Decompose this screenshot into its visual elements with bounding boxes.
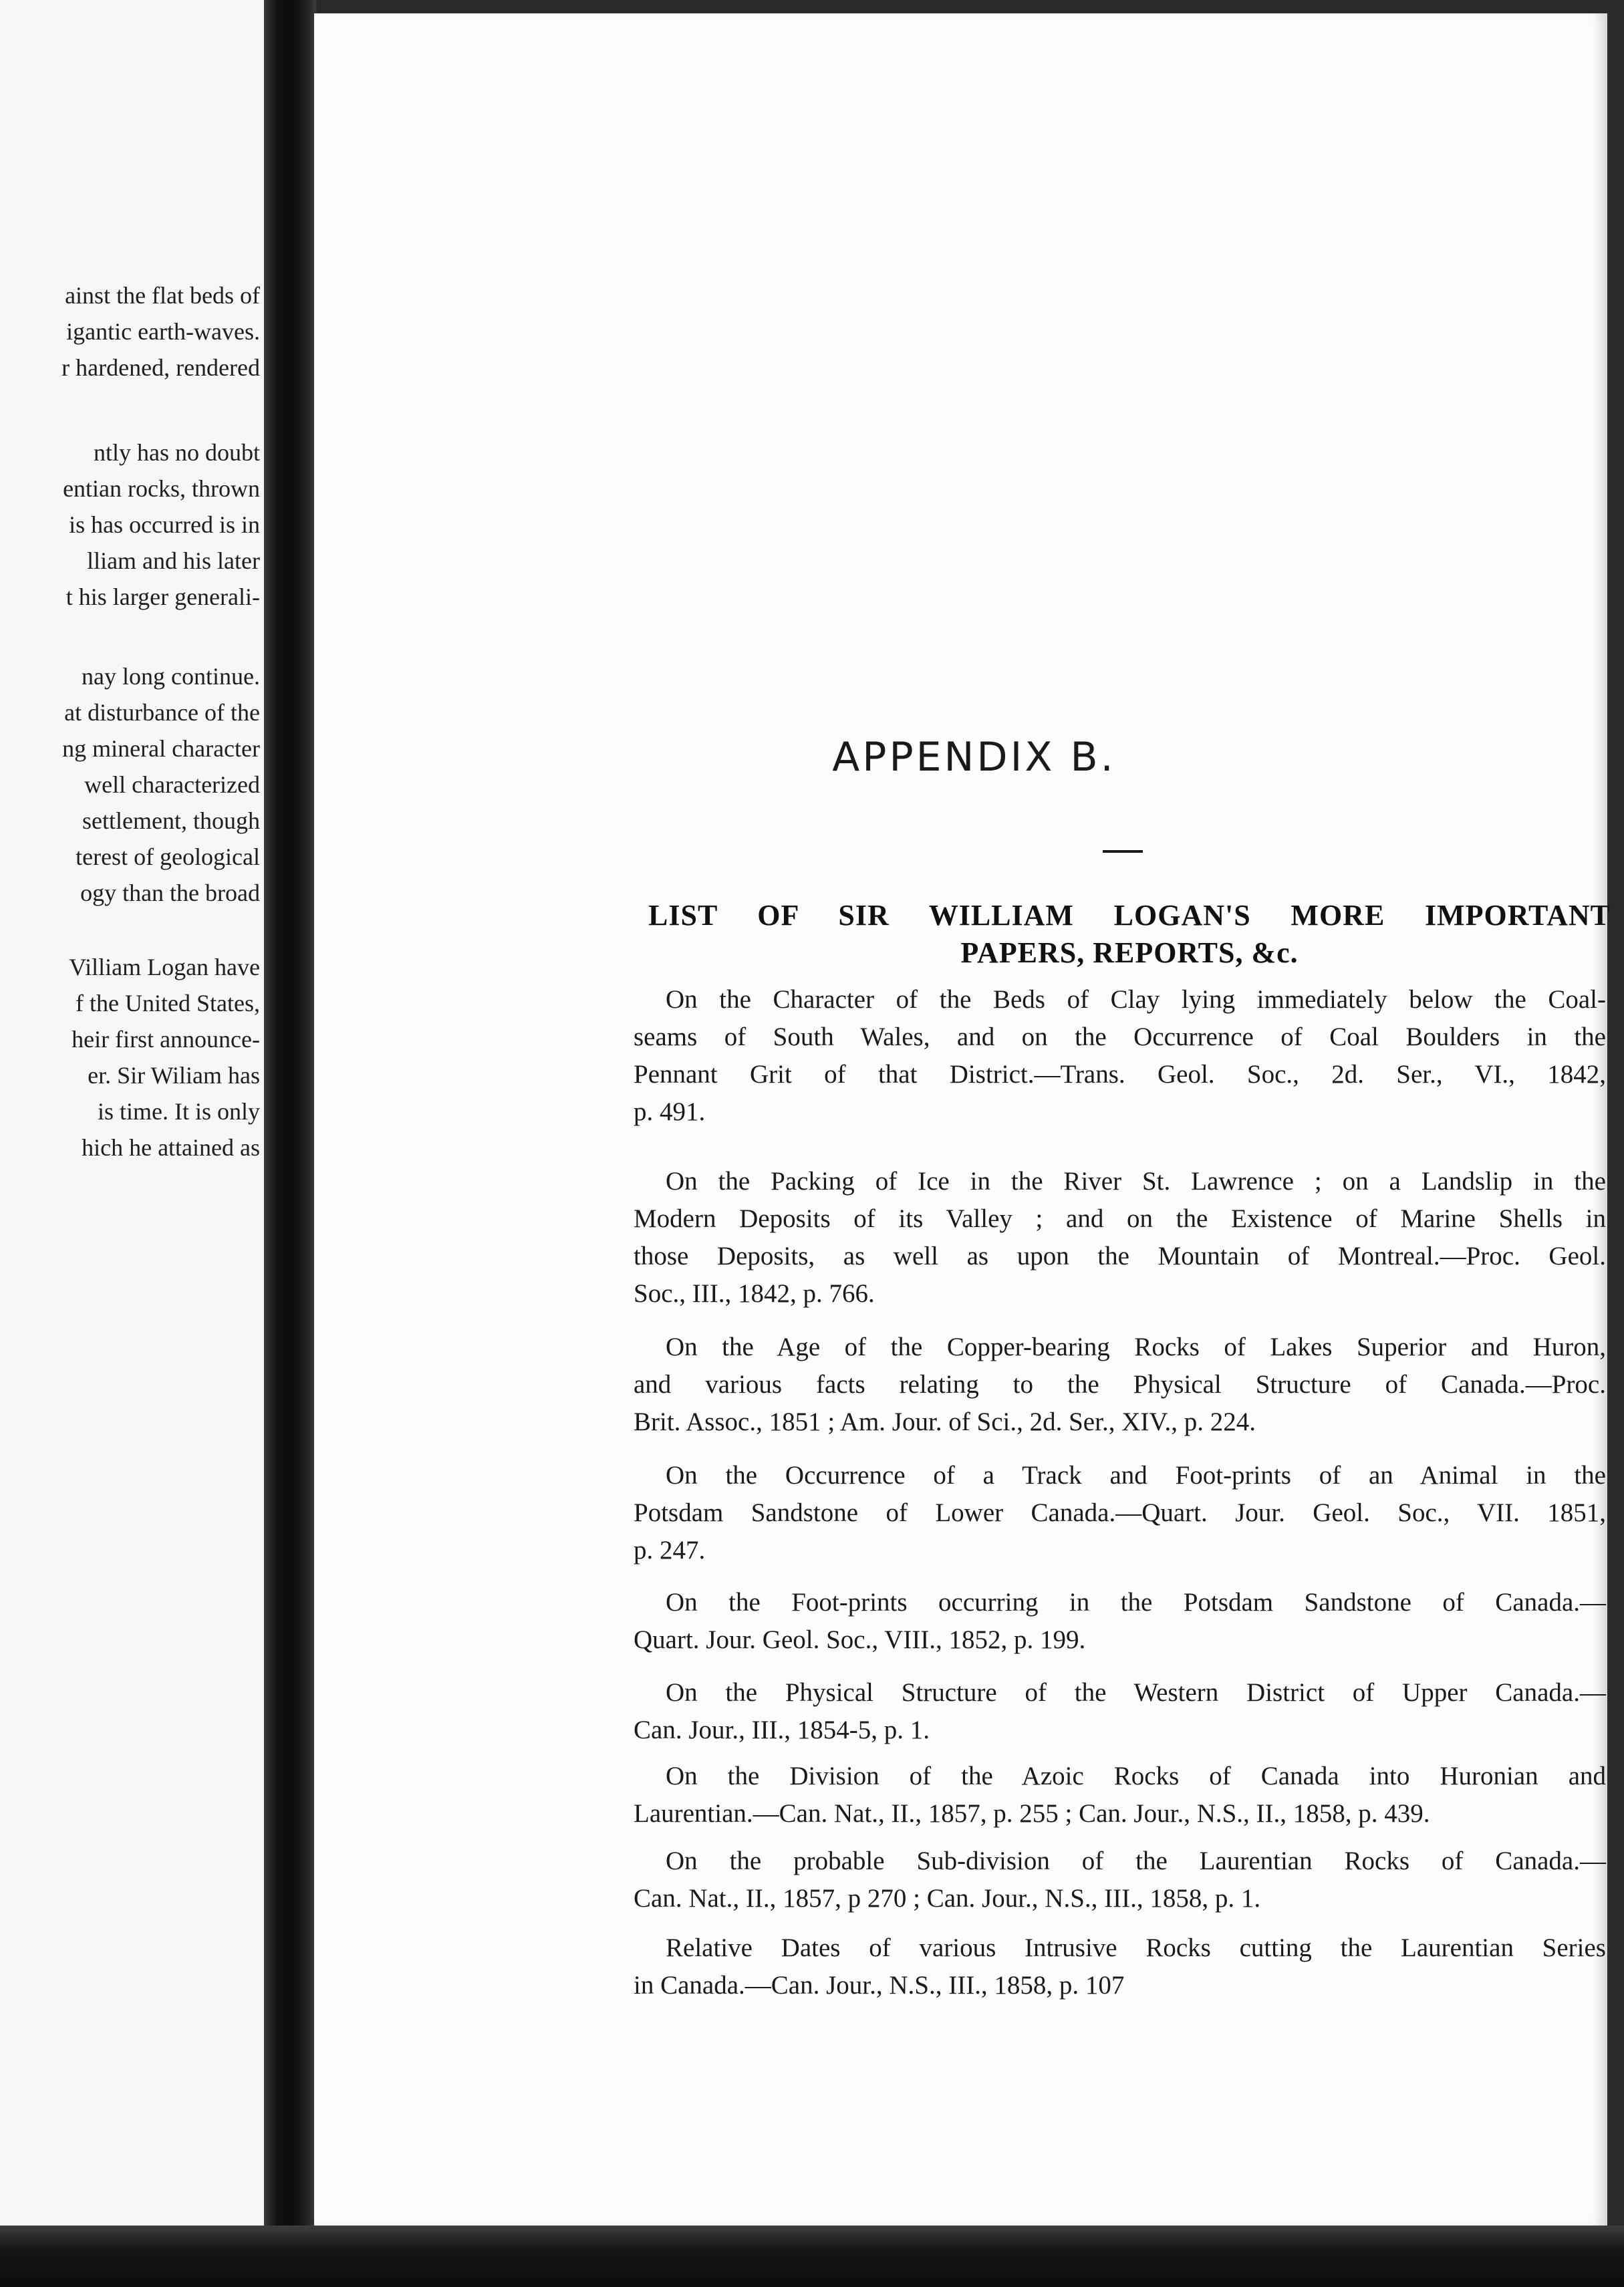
previous-page-line: entian rocks, thrown: [63, 475, 260, 502]
paper-entry: [634, 1758, 1606, 1833]
previous-page-paragraph: [0, 658, 264, 911]
paper-entry: [634, 1674, 1606, 1749]
paper-entry-line: p. 247.: [634, 1536, 706, 1565]
previous-page-line: is time. It is only: [98, 1098, 260, 1125]
previous-page-line: at disturbance of the: [64, 699, 260, 726]
paper-entry-line: Brit. Assoc., 1851 ; Am. Jour. of Sci., 2d. Ser., XIV., p. 224.: [634, 1407, 1256, 1436]
paper-entry-line: Laurentian.—Can. Nat., II., 1857, p. 255 ; Can. Jour., N.S., II., 1858, p. 439.: [634, 1799, 1430, 1828]
list-title-line: LIST OF SIR WILLIAM LOGAN'S MORE IMPORTANT: [648, 899, 1611, 932]
paper-entry: [634, 1329, 1606, 1441]
previous-page-line: er. Sir Wiliam has: [88, 1062, 260, 1089]
previous-page-line: ainst the flat beds of: [65, 282, 260, 309]
previous-page-line: lliam and his later: [87, 547, 260, 574]
paper-entry: [634, 1163, 1606, 1313]
previous-page-line: settlement, though: [82, 807, 260, 834]
paper-entry: [634, 1584, 1606, 1659]
list-title: [648, 897, 1611, 972]
paper-entry-line: On the Age of the Copper-bearing Rocks of Lakes Superior and Huron,: [666, 1333, 1606, 1361]
paper-entry-line: Can. Nat., II., 1857, p 270 ; Can. Jour., N.S., III., 1858, p. 1.: [634, 1884, 1261, 1913]
paper-entry-line: those Deposits, as well as upon the Mountain of Montreal.—Proc. Geol.: [634, 1242, 1606, 1270]
previous-page-line: heir first announce-: [72, 1026, 260, 1053]
previous-page-paragraph: [0, 277, 264, 386]
previous-page-paragraph: [0, 434, 264, 615]
paper-entry-line: On the Foot-prints occurring in the Potsdam Sandstone of Canada.—: [666, 1588, 1606, 1617]
previous-page-line: Villiam Logan have: [69, 954, 260, 980]
previous-page-line: f the United States,: [76, 990, 260, 1017]
paper-entry-line: On the probable Sub-division of the Laurentian Rocks of Canada.—: [666, 1847, 1606, 1875]
paper-entry-line: Relative Dates of various Intrusive Rocks cutting the Laurentian Series: [666, 1933, 1606, 1962]
previous-page-line: ng mineral character: [62, 735, 260, 762]
paper-entry-line: seams of South Wales, and on the Occurrence of Coal Boulders in the: [634, 1023, 1606, 1051]
previous-page-line: ogy than the broad: [80, 880, 260, 906]
previous-page-line: hich he attained as: [82, 1134, 260, 1161]
previous-page-line: r hardened, rendered: [61, 354, 260, 381]
paper-entry-line: On the Occurrence of a Track and Foot-prints of an Animal in the: [666, 1461, 1606, 1490]
paper-entry-line: Can. Jour., III., 1854-5, p. 1.: [634, 1716, 930, 1744]
previous-page-line: terest of geological: [76, 843, 260, 870]
scan-bottom-edge: [0, 2226, 1624, 2287]
paper-entry-line: Quart. Jour. Geol. Soc., VIII., 1852, p. 199.: [634, 1625, 1086, 1654]
paper-entry-line: Potsdam Sandstone of Lower Canada.—Quart. Jour. Geol. Soc., VII. 1851,: [634, 1498, 1606, 1527]
paper-entry-line: p. 491.: [634, 1097, 706, 1126]
paper-entry-line: and various facts relating to the Physical Structure of Canada.—Proc.: [634, 1370, 1606, 1399]
paper-entry: [634, 1843, 1606, 1917]
previous-page-line: igantic earth-waves.: [66, 318, 260, 345]
heading-rule: [1103, 850, 1143, 853]
paper-entry-line: On the Character of the Beds of Clay lying immediately below the Coal-: [666, 985, 1606, 1014]
book-spine: [264, 0, 316, 2287]
paper-entry-line: Pennant Grit of that District.—Trans. Geol. Soc., 2d. Ser., VI., 1842,: [634, 1060, 1606, 1089]
list-title-line: PAPERS, REPORTS, &c.: [960, 936, 1299, 969]
previous-page-line: ntly has no doubt: [94, 439, 260, 466]
paper-entry-line: On the Division of the Azoic Rocks of Canada into Huronian and: [666, 1762, 1606, 1790]
paper-entry: [634, 1929, 1606, 2004]
previous-page-fragment: [0, 0, 264, 2226]
appendix-page: [314, 13, 1611, 2226]
paper-entry: [634, 981, 1606, 1131]
paper-entry-line: On the Physical Structure of the Western District of Upper Canada.—: [666, 1678, 1606, 1707]
appendix-heading: APPENDIX B.: [832, 734, 1116, 781]
previous-page-paragraph: [0, 949, 264, 1166]
previous-page-line: well characterized: [84, 771, 260, 798]
previous-page-line: t his larger generali-: [65, 583, 260, 610]
paper-entry-line: Modern Deposits of its Valley ; and on the Existence of Marine Shells in: [634, 1204, 1606, 1233]
paper-entry-line: Soc., III., 1842, p. 766.: [634, 1279, 875, 1308]
previous-page-line: nay long continue.: [82, 663, 260, 690]
paper-entry-line: On the Packing of Ice in the River St. Lawrence ; on a Landslip in the: [666, 1167, 1606, 1196]
previous-page-line: is has occurred is in: [69, 511, 260, 538]
paper-entry: [634, 1457, 1606, 1569]
paper-entry-line: in Canada.—Can. Jour., N.S., III., 1858, p. 107: [634, 1971, 1125, 2000]
